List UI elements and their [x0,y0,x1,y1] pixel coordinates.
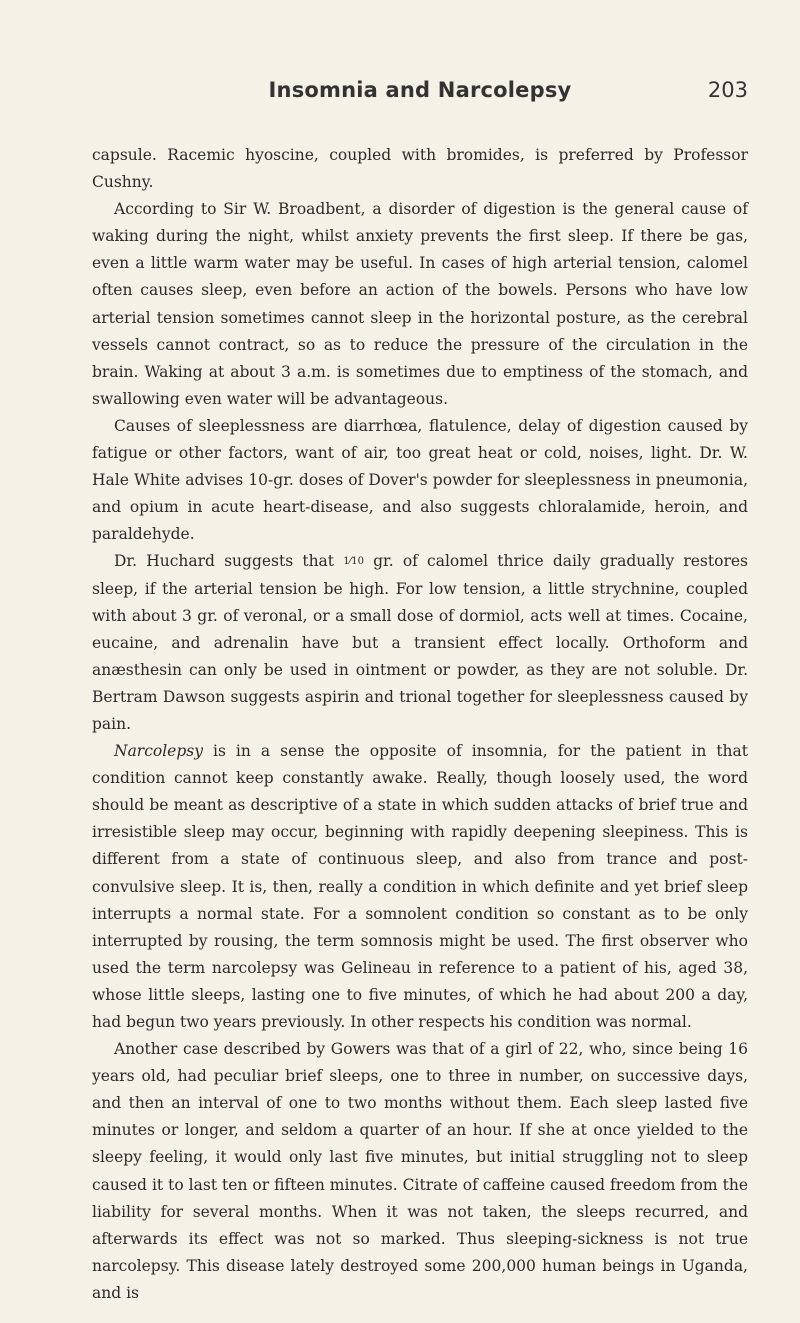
paragraph-2: According to Sir W. Broadbent, a disorder of digestion is the general cause of waking during the night, whilst anxiety prevents the first sleep. If there be gas, even a little warm water may be useful. In cases of high arterial tension, calomel often causes sleep, even before an action of the bowels. Persons who have low arterial tension sometimes cannot sleep in the horizontal posture, as the cerebral vessels cannot contract, so as to reduce the pressure of the circulation in the brain. Waking at about 3 a.m. is sometimes due to emptiness of the stomach, and swallowing even water will be advantageous. [92,200,748,408]
paragraph-6: Another case described by Gowers was that of a girl of 22, who, since being 16 years old, had peculiar brief sleeps, one to three in number, on successive days, and then an interval of one to two months without them. Each sleep lasted five minutes or longer, and seldom a quarter of an hour. If she at once yielded to the sleepy feeling, it would only last five minutes, but initial struggling not to sleep caused it to last ten or fifteen minutes. Citrate of caffeine caused freedom from the liability for several months. When it was not taken, the sleeps recurred, and afterwards its effect was not so marked. Thus sleeping-sickness is not true narcolepsy. This disease lately destroyed some 200,000 human beings in Uganda, and is [92,1040,748,1302]
paragraph-4-start: Dr. Huchard suggests that [114,552,344,571]
body-text [92,142,748,1307]
paragraph-5-rest: is in a sense the opposite of insomnia, for the patient in that condition cannot keep constantly awake. Really, though loosely used, the word should be meant as descriptive of a state in which sudden attacks of brief true and irresistible sleep may occur, beginning with rapidly deepening sleepiness. This is different from a state of continuous sleep, and also from trance and post-convulsive sleep. It is, then, really a condition in which definite and yet brief sleep interrupts a normal state. For a somnolent condition so constant as to be only interrupted by rousing, the term somnosis might be used. The first observer who used the term narcolepsy was Gelineau in reference to a patient of his, aged 38, whose little sleeps, lasting one to five minutes, of which he had about 200 a day, had begun two years previously. In other respects his condition was normal. [92,742,748,1031]
paragraph-5 [92,738,748,1036]
paragraph-3: Causes of sleeplessness are diarrhœa, flatulence, delay of digestion caused by fatigue or other factors, want of air, too great heat or cold, noises, light. Dr. W. Hale White advises 10-gr. doses of Dover's powder for sleeplessness in pneumonia, and opium in acute heart-disease, and also suggests chloralamide, heroin, and paraldehyde. [92,416,748,544]
running-title: Insomnia and Narcolepsy [268,78,572,102]
page-header [92,78,748,118]
page-number: 203 [707,78,748,102]
paragraph-1: capsule. Racemic hyoscine, coupled with bromides, is preferred by Professor Cushny. [92,146,748,192]
paragraph-4-rest: gr. of calomel thrice daily gradually restores sleep, if the arterial tension be high. For low tension, a little strychnine, coupled with about 3 gr. of veronal, or a small dose of dormiol, acts well at times. Cocaine, eucaine, and adrenalin have but a transient effect locally. Orthoform and anæsthesin can only be used in ointment or powder, as they are not soluble. Dr. Bertram Dawson suggests aspirin and trional together for sleeplessness caused by pain. [92,552,748,733]
term-narcolepsy: Narcolepsy [114,742,203,761]
fraction-one-tenth: 1⁄10 [343,556,364,568]
paragraph-4 [92,548,748,738]
